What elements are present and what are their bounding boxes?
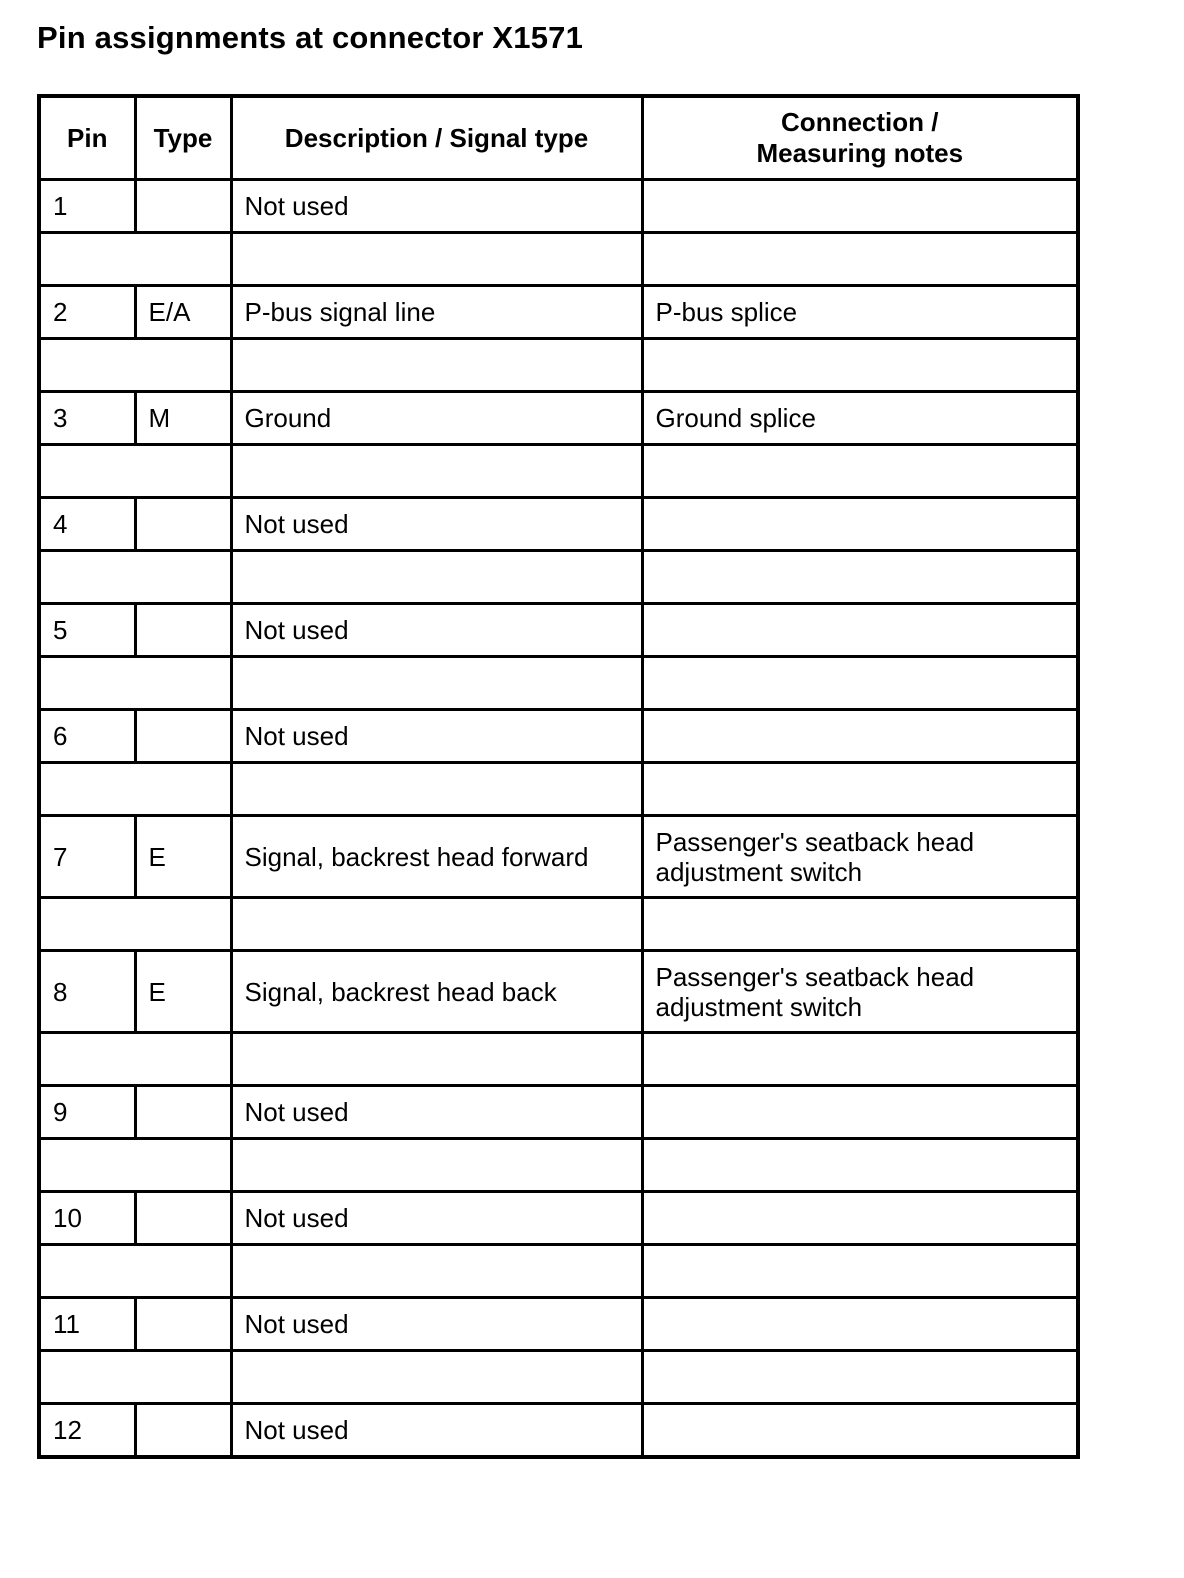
spacer-cell: [231, 1245, 642, 1298]
spacer-cell: [39, 233, 231, 286]
spacer-row: [39, 1033, 1078, 1086]
spacer-cell: [39, 1033, 231, 1086]
cell-pin: 4: [39, 498, 135, 551]
spacer-cell: [642, 233, 1078, 286]
cell-pin: 9: [39, 1086, 135, 1139]
spacer-row: [39, 445, 1078, 498]
spacer-cell: [231, 339, 642, 392]
cell-description: Signal, backrest head back: [231, 951, 642, 1033]
cell-connection: [642, 710, 1078, 763]
spacer-cell: [39, 339, 231, 392]
cell-pin: 2: [39, 286, 135, 339]
cell-pin: 10: [39, 1192, 135, 1245]
spacer-cell: [642, 339, 1078, 392]
cell-connection: [642, 1086, 1078, 1139]
page-title: Pin assignments at connector X1571: [37, 20, 584, 55]
cell-connection: [642, 1404, 1078, 1458]
table-row: [39, 286, 1078, 339]
table-row: [39, 392, 1078, 445]
spacer-cell: [642, 657, 1078, 710]
spacer-row: [39, 898, 1078, 951]
cell-pin: 11: [39, 1298, 135, 1351]
spacer-cell: [642, 1351, 1078, 1404]
spacer-cell: [39, 657, 231, 710]
cell-description: Not used: [231, 1298, 642, 1351]
table-row: [39, 1404, 1078, 1458]
cell-connection: [642, 1298, 1078, 1351]
spacer-cell: [39, 1245, 231, 1298]
spacer-cell: [39, 898, 231, 951]
cell-type: [135, 1086, 231, 1139]
spacer-cell: [231, 763, 642, 816]
cell-connection: Ground splice: [642, 392, 1078, 445]
cell-description: Signal, backrest head forward: [231, 816, 642, 898]
header-connection-line2: Measuring notes: [756, 138, 964, 168]
cell-description: Not used: [231, 1086, 642, 1139]
cell-description: Not used: [231, 604, 642, 657]
spacer-cell: [642, 445, 1078, 498]
table-row: [39, 1086, 1078, 1139]
cell-type: M: [135, 392, 231, 445]
spacer-row: [39, 339, 1078, 392]
cell-type: [135, 604, 231, 657]
spacer-cell: [642, 763, 1078, 816]
cell-description: Not used: [231, 1192, 642, 1245]
spacer-cell: [39, 551, 231, 604]
spacer-row: [39, 1245, 1078, 1298]
spacer-cell: [642, 1139, 1078, 1192]
header-description: Description / Signal type: [231, 96, 642, 180]
cell-description: Not used: [231, 710, 642, 763]
table-row: [39, 951, 1078, 1033]
cell-pin: 5: [39, 604, 135, 657]
cell-connection: Passenger's seatback head adjustment switch: [642, 816, 1078, 898]
table-row: [39, 604, 1078, 657]
spacer-cell: [231, 445, 642, 498]
spacer-row: [39, 551, 1078, 604]
spacer-cell: [39, 445, 231, 498]
spacer-cell: [231, 1033, 642, 1086]
table-row: [39, 1298, 1078, 1351]
cell-description: Not used: [231, 180, 642, 233]
cell-type: E: [135, 816, 231, 898]
spacer-cell: [39, 1351, 231, 1404]
table-row: [39, 816, 1078, 898]
spacer-cell: [231, 1351, 642, 1404]
spacer-cell: [642, 1245, 1078, 1298]
spacer-row: [39, 233, 1078, 286]
spacer-cell: [231, 233, 642, 286]
cell-type: E/A: [135, 286, 231, 339]
cell-type: [135, 710, 231, 763]
cell-description: Not used: [231, 498, 642, 551]
cell-pin: 1: [39, 180, 135, 233]
spacer-cell: [231, 551, 642, 604]
header-connection: [642, 96, 1078, 180]
spacer-row: [39, 1351, 1078, 1404]
cell-type: [135, 1192, 231, 1245]
table-row: [39, 498, 1078, 551]
table-row: [39, 1192, 1078, 1245]
cell-connection: P-bus splice: [642, 286, 1078, 339]
table-body: [39, 180, 1078, 1458]
spacer-row: [39, 763, 1078, 816]
cell-type: [135, 180, 231, 233]
cell-type: E: [135, 951, 231, 1033]
cell-pin: 6: [39, 710, 135, 763]
header-pin: Pin: [39, 96, 135, 180]
cell-connection: [642, 180, 1078, 233]
spacer-cell: [642, 898, 1078, 951]
cell-type: [135, 498, 231, 551]
cell-connection: [642, 604, 1078, 657]
cell-description: P-bus signal line: [231, 286, 642, 339]
table-row: [39, 710, 1078, 763]
cell-description: Not used: [231, 1404, 642, 1458]
cell-pin: 12: [39, 1404, 135, 1458]
spacer-cell: [231, 898, 642, 951]
spacer-cell: [642, 1033, 1078, 1086]
table-header-row: [39, 96, 1078, 180]
cell-connection: Passenger's seatback head adjustment switch: [642, 951, 1078, 1033]
header-type: Type: [135, 96, 231, 180]
cell-connection: [642, 1192, 1078, 1245]
spacer-row: [39, 1139, 1078, 1192]
cell-pin: 7: [39, 816, 135, 898]
cell-description: Ground: [231, 392, 642, 445]
spacer-row: [39, 657, 1078, 710]
cell-type: [135, 1404, 231, 1458]
spacer-cell: [231, 657, 642, 710]
spacer-cell: [39, 1139, 231, 1192]
cell-connection: [642, 498, 1078, 551]
spacer-cell: [231, 1139, 642, 1192]
spacer-cell: [642, 551, 1078, 604]
table-row: [39, 180, 1078, 233]
spacer-cell: [39, 763, 231, 816]
header-connection-line1: Connection /: [781, 107, 939, 137]
cell-pin: 3: [39, 392, 135, 445]
pin-assignment-table: [37, 94, 1080, 1459]
cell-pin: 8: [39, 951, 135, 1033]
cell-type: [135, 1298, 231, 1351]
